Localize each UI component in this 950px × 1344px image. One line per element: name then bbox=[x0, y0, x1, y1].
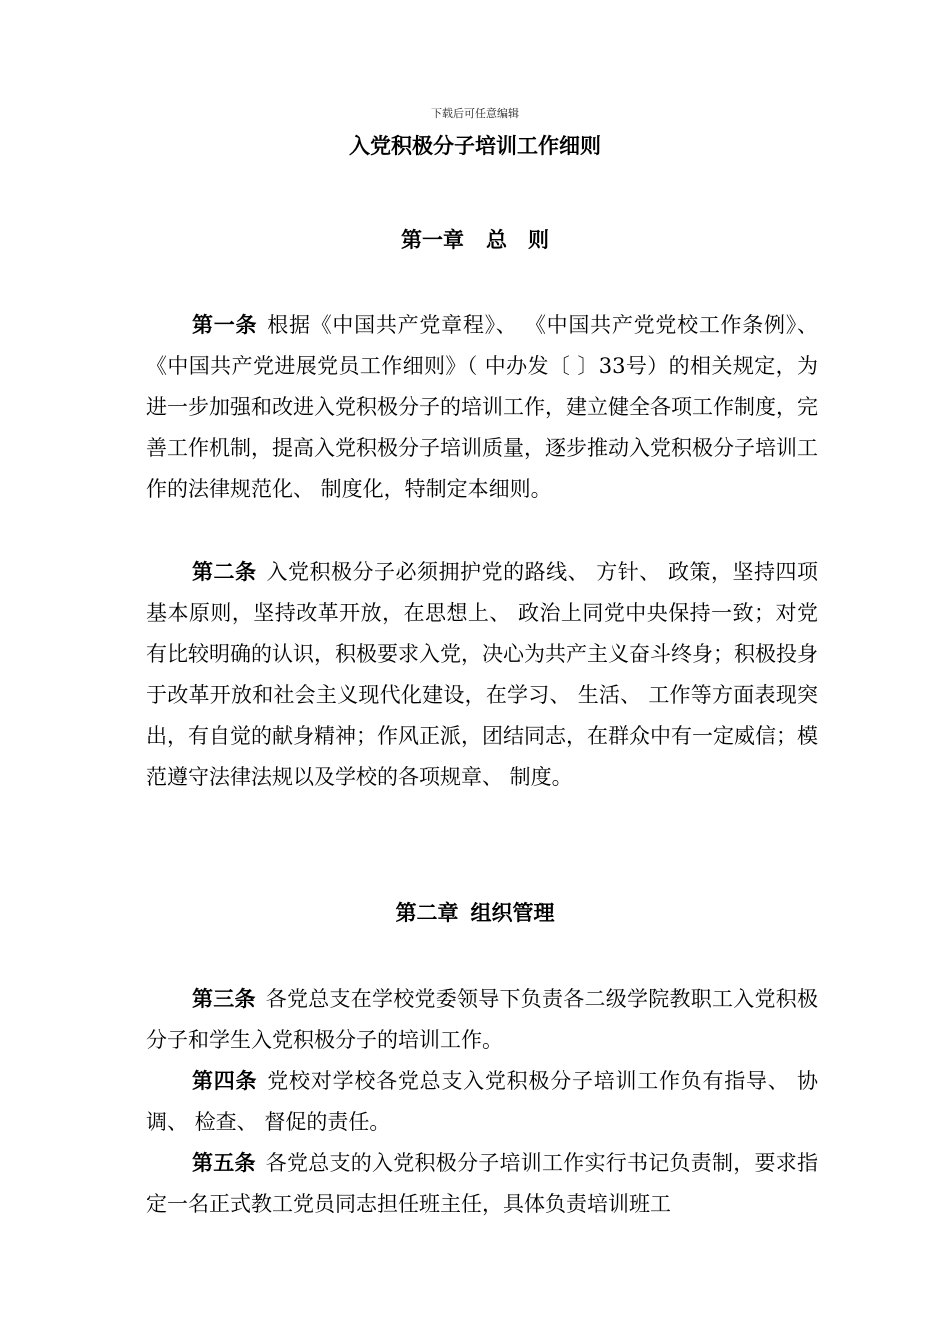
article-label: 第二条 bbox=[192, 559, 257, 584]
article-text: 根据《中国共产党章程》、 《中国共产党党校工作条例》、 《中国共产党进展党员工作细则》（ 中办发〔 〕33号）的相关规定，为进一步加强和改进入党积极分子的培训工作，建立健全各项工作制度，完善工作机制，提高入党积极分子培训质量，逐步推动入党积极分子培训工作的法律规范化、 制度化，特制定本细则。 bbox=[146, 313, 818, 501]
article-paragraph-2 bbox=[146, 551, 818, 798]
article-label: 第三条 bbox=[192, 986, 256, 1011]
chapter-number: 第一章 bbox=[401, 227, 464, 252]
article-label: 第五条 bbox=[192, 1150, 256, 1175]
chapter-number: 第二章 bbox=[395, 900, 459, 925]
document-title: 入党积极分子培训工作细则 bbox=[349, 133, 601, 158]
article-text: 各党总支在学校党委领导下负责各二级学院教职工入党积极分子和学生入党积极分子的培训工作。 bbox=[146, 987, 818, 1052]
header-note: 下载后可任意编辑 bbox=[431, 107, 519, 120]
article-text: 党校对学校各党总支入党积极分子培训工作负有指导、 协调、 检查、 督促的责任。 bbox=[146, 1069, 818, 1134]
chapter-name: 总 则 bbox=[486, 227, 549, 252]
article-text: 各党总支的入党积极分子培训工作实行书记负责制，要求指定一名正式教工党员同志担任班主任，具体负责培训班工 bbox=[146, 1151, 818, 1216]
article-paragraph-4 bbox=[146, 1060, 818, 1143]
chapter-heading-2 bbox=[0, 897, 950, 927]
article-text: 入党积极分子必须拥护党的路线、 方针、 政策，坚持四项基本原则，坚持改革开放，在思想上、 政治上同党中央保持一致；对党有比较明确的认识，积极要求入党，决心为共产主义奋斗终身；积极投身于改革开放和社会主义现代化建设，在学习、 生活、 工作等方面表现突出，有自觉的献身精神；作风正派，团结同志，在群众中有一定威信；模范遵守法律法规以及学校的各项规章、 制度。 bbox=[146, 560, 818, 789]
chapter-name: 组织管理 bbox=[470, 900, 555, 925]
article-label: 第四条 bbox=[192, 1068, 258, 1093]
article-label: 第一条 bbox=[192, 312, 258, 337]
article-paragraph-3 bbox=[146, 978, 818, 1061]
article-paragraph-5 bbox=[146, 1142, 818, 1225]
chapter-heading-1 bbox=[0, 224, 950, 254]
article-paragraph-1 bbox=[146, 304, 818, 510]
